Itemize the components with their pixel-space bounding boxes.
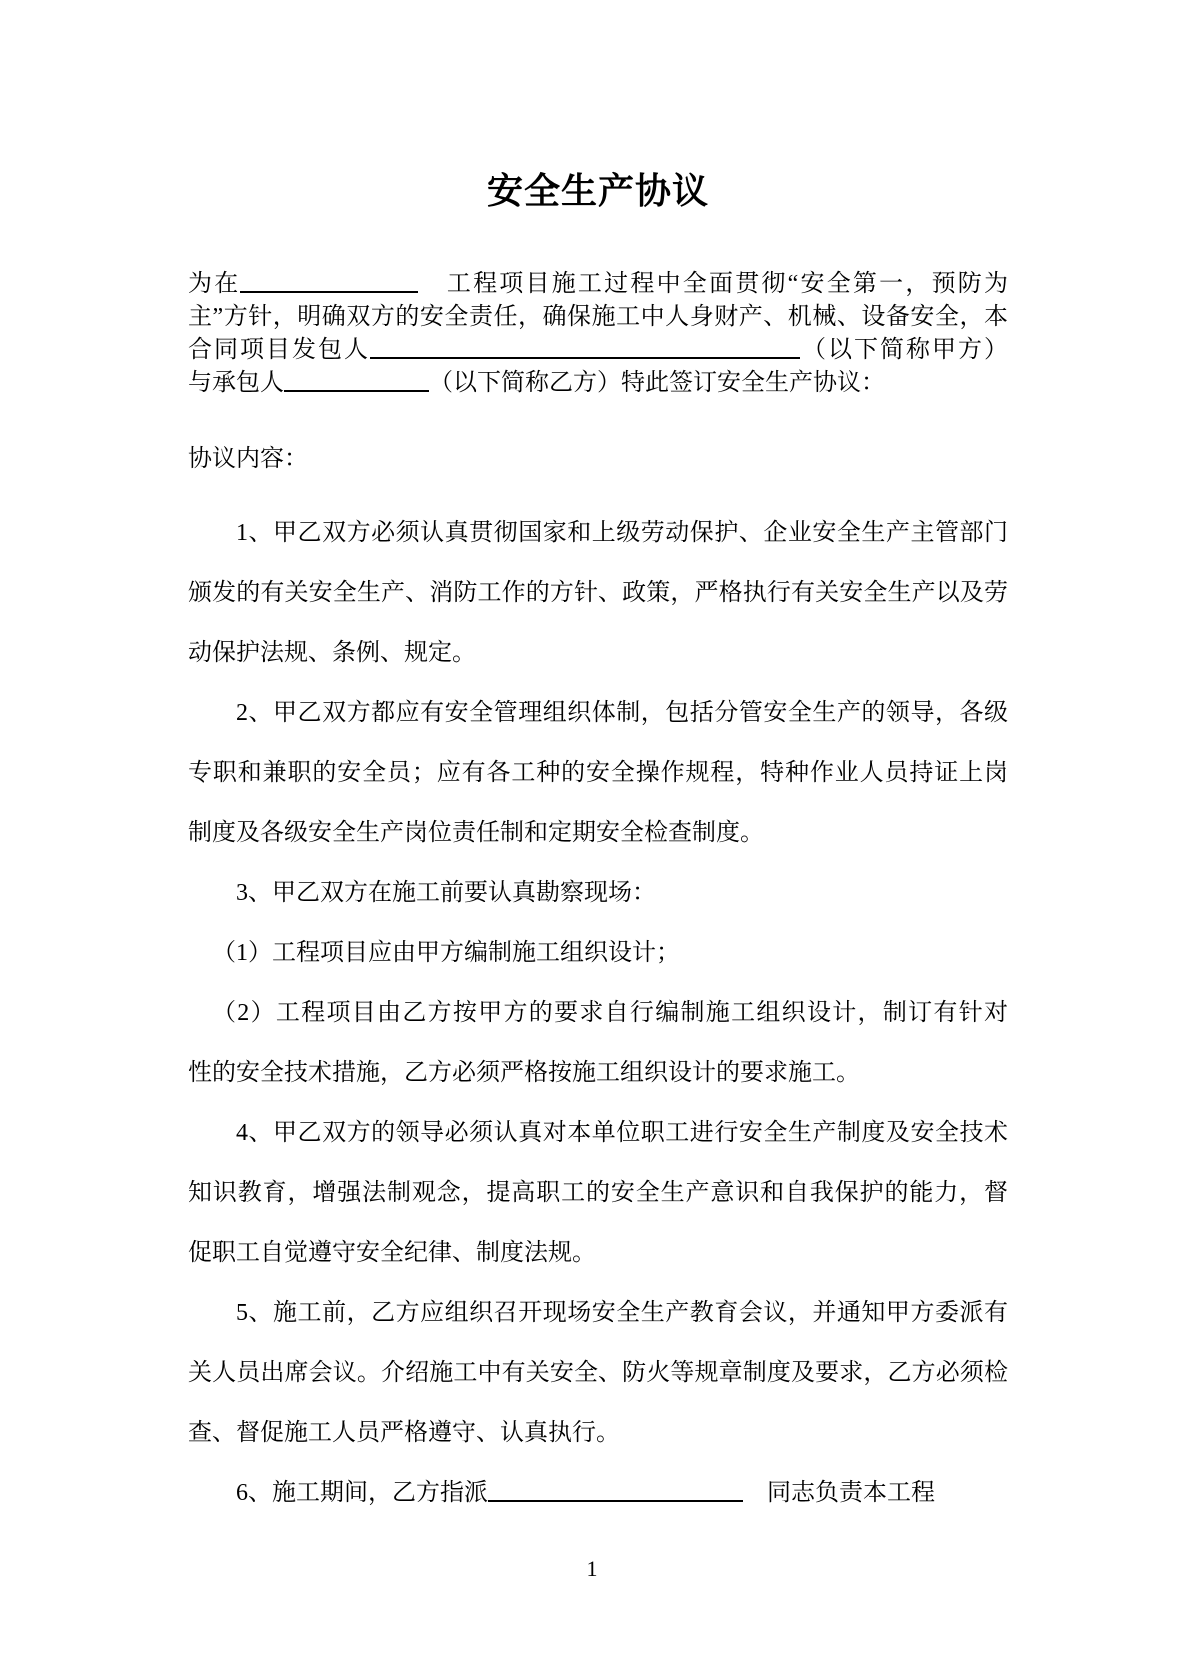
document-content	[188, 0, 1008, 1523]
text-line: （2）工程项目由乙方按甲方的要求自行编制施工组织设计，制订有针对	[212, 1000, 1008, 1026]
text-line: 与承包人 （以下简称乙方）特此签订安全生产协议：	[188, 370, 885, 396]
preamble-section	[188, 268, 1008, 400]
text-line: 5、施工前，乙方应组织召开现场安全生产教育会议，并通知甲方委派有	[236, 1300, 1008, 1326]
text-line: （1）工程项目应由甲方编制施工组织设计；	[212, 940, 680, 966]
text-line: 颁发的有关安全生产、消防工作的方针、政策，严格执行有关安全生产以及劳	[188, 580, 1008, 606]
text-line: 为在 工程项目施工过程中全面贯彻“安全第一，预防为	[188, 271, 1009, 297]
text-line: 促职工自觉遵守安全纪律、制度法规。	[188, 1240, 596, 1266]
clause-3-sub-2	[188, 983, 1008, 1103]
fill-in-blank[interactable]	[240, 273, 418, 293]
page-number: 1	[586, 1556, 598, 1581]
text-line: 制度及各级安全生产岗位责任制和定期安全检查制度。	[188, 820, 764, 846]
clause-6	[188, 1463, 1008, 1523]
clause-5	[188, 1283, 1008, 1463]
text-line: 专职和兼职的安全员；应有各工种的安全操作规程，特种作业人员持证上岗	[188, 760, 1008, 786]
clause-2	[188, 683, 1008, 863]
clause-3	[188, 863, 1008, 923]
text-line: 主”方针，明确双方的安全责任，确保施工中人身财产、机械、设备安全，本	[188, 304, 1008, 330]
fill-in-blank[interactable]	[370, 339, 800, 359]
text-line: 4、甲乙双方的领导必须认真对本单位职工进行安全生产制度及安全技术	[236, 1120, 1008, 1146]
text-line: 合同项目发包人 （以下简称甲方）	[188, 337, 1008, 363]
text-line: 6、施工期间，乙方指派 同志负责本工程	[236, 1480, 935, 1506]
fill-in-blank[interactable]	[488, 1482, 743, 1502]
text-line: 3、甲乙双方在施工前要认真勘察现场：	[236, 880, 656, 906]
text-line: 1、甲乙双方必须认真贯彻国家和上级劳动保护、企业安全生产主管部门	[236, 520, 1008, 546]
text-line: 知识教育，增强法制观念，提高职工的安全生产意识和自我保护的能力，督	[188, 1180, 1008, 1206]
text-line: 关人员出席会议。介绍施工中有关安全、防火等规章制度及要求，乙方必须检	[188, 1360, 1008, 1386]
agreement-items	[188, 503, 1008, 1523]
section-label: 协议内容：	[188, 446, 308, 472]
text-line: 动保护法规、条例、规定。	[188, 640, 476, 666]
clause-3-sub-1	[188, 923, 1008, 983]
text-line: 查、督促施工人员严格遵守、认真执行。	[188, 1420, 620, 1446]
fill-in-blank[interactable]	[284, 372, 429, 392]
clause-4	[188, 1103, 1008, 1283]
text-line: 性的安全技术措施，乙方必须严格按施工组织设计的要求施工。	[188, 1060, 860, 1086]
text-line: 2、甲乙双方都应有安全管理组织体制，包括分管安全生产的领导，各级	[236, 700, 1008, 726]
preamble-paragraph	[188, 268, 1008, 400]
document-title: 安全生产协议	[486, 171, 709, 211]
clause-1	[188, 503, 1008, 683]
